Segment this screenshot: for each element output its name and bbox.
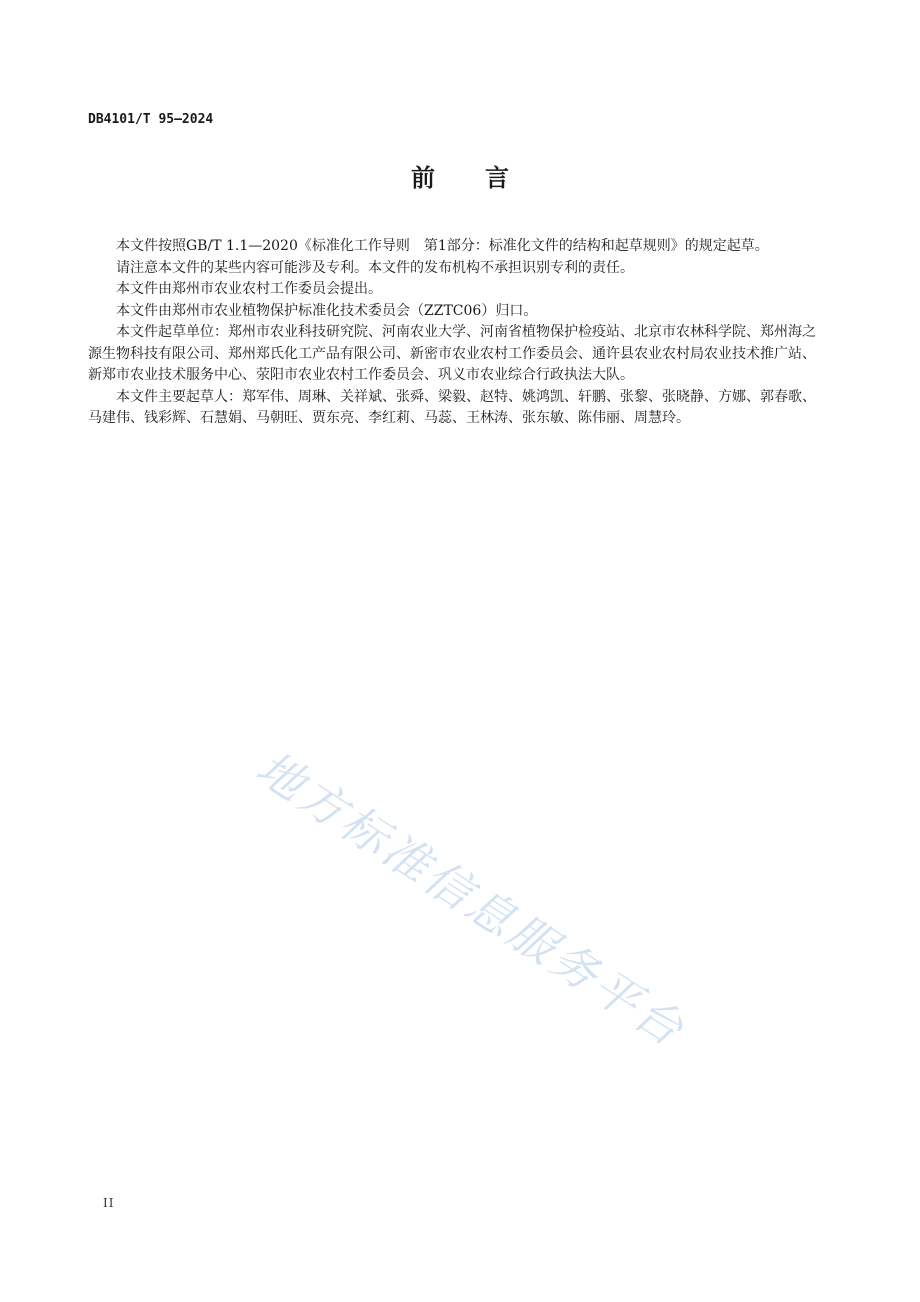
- page-title: [0, 158, 920, 193]
- paragraph-centralized-unit: 本文件由郑州市农业植物保护标准化技术委员会（ZZTC06）归口。: [116, 302, 538, 319]
- watermark-text: 地方标准信息服务平台: [246, 740, 696, 1058]
- title-char-1: 前: [411, 164, 435, 192]
- page-number: II: [103, 1196, 115, 1210]
- paragraph-main-drafters: 本文件主要起草人：郑军伟、周琳、关祥斌、张舜、梁毅、赵特、姚鸿凯、轩鹏、张黎、张晓静、方娜、郭春歌、马建伟、钱彩辉、石慧娟、马朝旺、贾东亮、李红莉、马蕊、王林涛、张东敏、陈伟丽、周慧玲。: [88, 388, 816, 426]
- document-code: DB4101/T 95—2024: [88, 112, 214, 127]
- preface-body: [88, 236, 816, 430]
- paragraph-patent-notice: 请注意本文件的某些内容可能涉及专利。本文件的发布机构不承担识别专利的责任。: [116, 259, 634, 276]
- paragraph-drafting-units: 本文件起草单位：郑州市农业科技研究院、河南农业大学、河南省植物保护检疫站、北京市农林科学院、郑州海之源生物科技有限公司、郑州郑氏化工产品有限公司、新密市农业农村工作委员会、通许县农业农村局农业技术推广站、新郑市农业技术服务中心、荥阳市农业农村工作委员会、巩义市农业综合行政执法大队。: [88, 324, 816, 383]
- paragraph-proposer: 本文件由郑州市农业农村工作委员会提出。: [116, 281, 382, 297]
- title-char-2: 言: [485, 164, 509, 192]
- paragraph-drafting-rules: 本文件按照GB/T 1.1—2020《标准化工作导则 第1部分：标准化文件的结构和起草规则》的规定起草。: [116, 238, 769, 254]
